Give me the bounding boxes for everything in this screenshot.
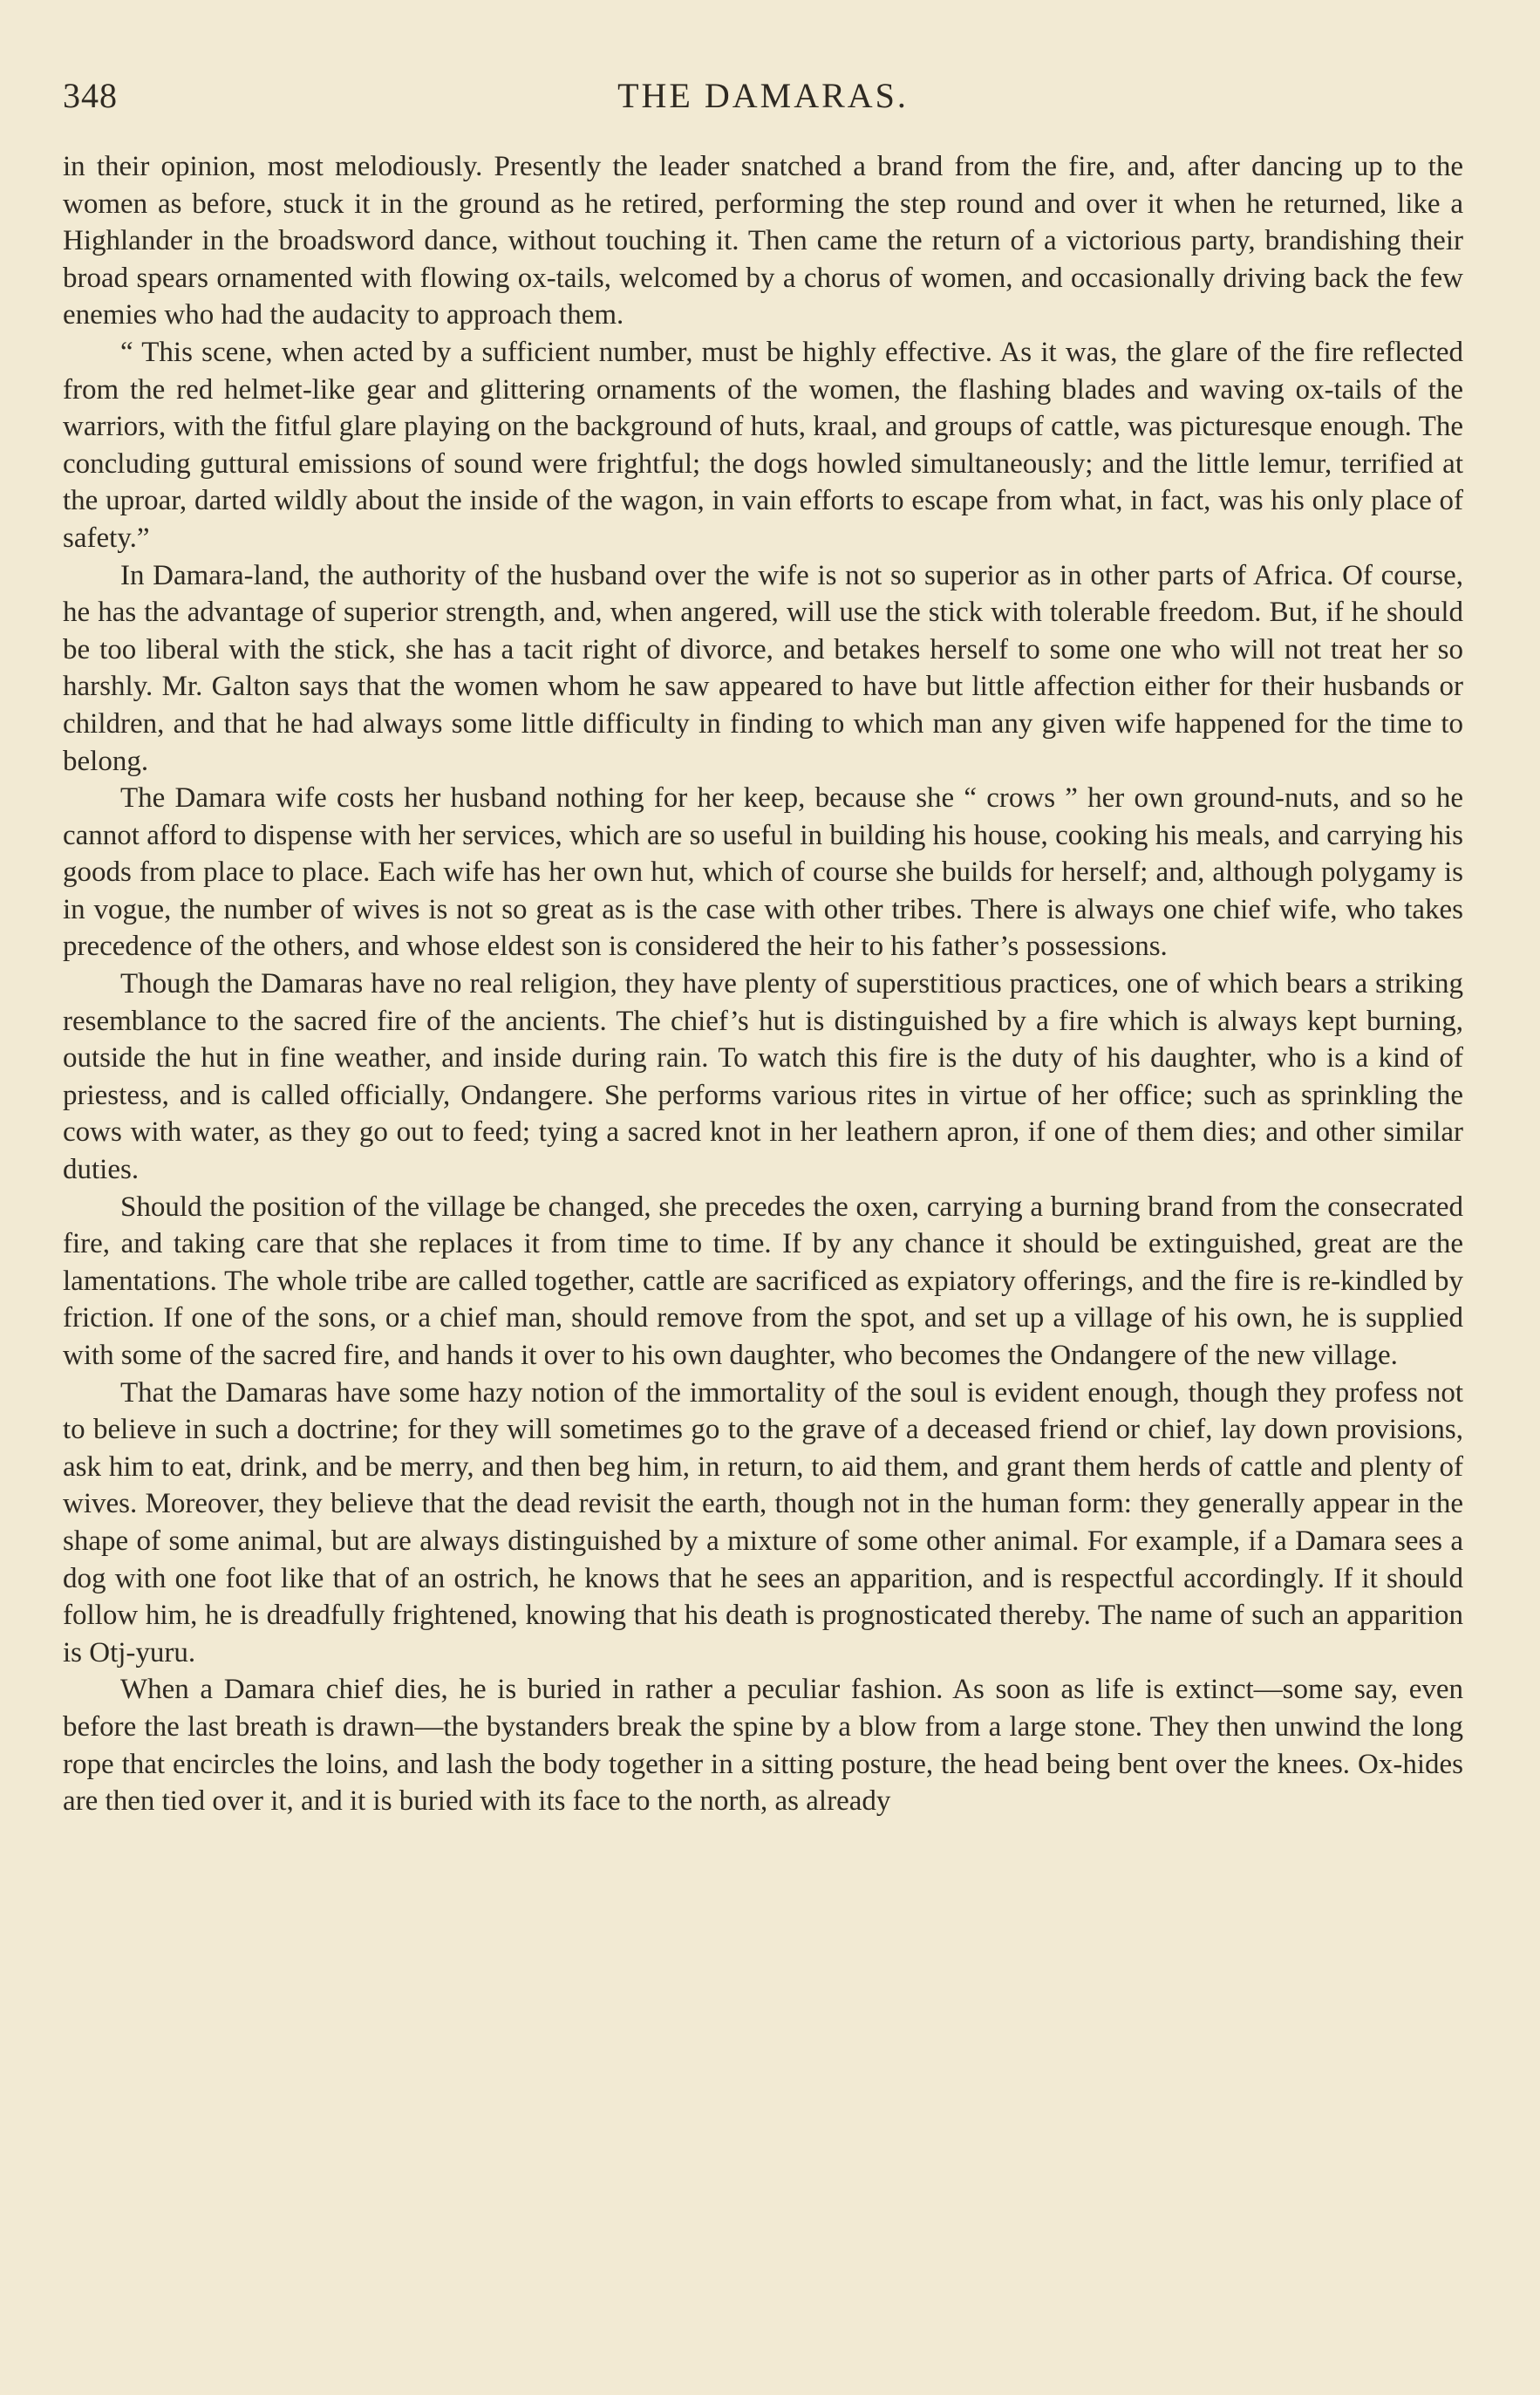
page-header [63, 75, 1463, 127]
running-title: THE DAMARAS. [617, 76, 909, 115]
body-text [63, 148, 1463, 1820]
paragraph-4: The Damara wife costs her husband nothing for her keep, because she “ crows ” her own ground-nuts, and so he cannot afford to dispense with her services, which are so useful in building his house, cooking his meals, and carrying his goods from place to place. Each wife has her own hut, which of course she builds for herself; and, although polygamy is in vogue, the number of wives is not so great as is the case with other tribes. There is always one chief wife, who takes precedence of the others, and whose eldest son is considered the heir to his father’s possessions. [63, 782, 1463, 963]
book-page [63, 75, 1463, 2360]
paragraph-6: Should the position of the village be changed, she precedes the oxen, carrying a burning brand from the consecrated fire, and taking care that she replaces it from time to time. If by any chance it should be extinguished, great are the lamentations. The whole tribe are called together, cattle are sacrificed as expiatory offerings, and the fire is re-kindled by friction. If one of the sons, or a chief man, should remove from the spot, and set up a village of his own, he is supplied with some of the sacred fire, and hands it over to his own daughter, who becomes the Ondangere of the new village. [63, 1191, 1463, 1371]
paragraph-2: “ This scene, when acted by a sufficient number, must be highly effective. As it was, the glare of the fire reflected from the red helmet-like gear and glittering ornaments of the women, the flashing blades and waving ox-tails of the warriors, with the fitful glare playing on the background of huts, kraal, and groups of cattle, was picturesque enough. The concluding guttural emissions of sound were frightful; the dogs howled simultaneously; and the little lemur, terrified at the uproar, darted wildly about the inside of the wagon, in vain efforts to escape from what, in fact, was his only place of safety.” [63, 336, 1463, 554]
page-number: 348 [63, 76, 118, 115]
paragraph-8: When a Damara chief dies, he is buried in rather a peculiar fashion. As soon as life is extinct—some say, even before the last breath is drawn—the bystanders break the spine by a blow from a large stone. They then unwind the long rope that encircles the loins, and lash the body together in a sitting posture, the head being bent over the knees. Ox-hides are then tied over it, and it is buried with its face to the north, as already [63, 1674, 1463, 1818]
paragraph-1: in their opinion, most melodiously. Presently the leader snatched a brand from the fire, and, after dancing up to the women as before, stuck it in the ground as he retired, performing the step round and over it when he returned, like a Highlander in the broadsword dance, without touching it. Then came the return of a victorious party, brandishing their broad spears ornamented with flowing ox-tails, welcomed by a chorus of women, and occasionally driving back the few enemies who had the audacity to approach them. [63, 151, 1463, 331]
paragraph-3: In Damara-land, the authority of the husband over the wife is not so superior as in other parts of Africa. Of course, he has the advantage of superior strength, and, when angered, will use the stick with tolerable freedom. But, if he should be too liberal with the stick, she has a tacit right of divorce, and betakes herself to some one who will not treat her so harshly. Mr. Galton says that the women whom he saw appeared to have but little affection either for their husbands or children, and that he had always some little difficulty in finding to which man any given wife happened for the time to belong. [63, 559, 1463, 777]
paragraph-5: Though the Damaras have no real religion, they have plenty of superstitious practices, one of which bears a striking resemblance to the sacred fire of the ancients. The chief’s hut is distinguished by a fire which is always kept burning, outside the hut in fine weather, and inside during rain. To watch this fire is the duty of his daughter, who is a kind of priestess, and is called officially, Ondangere. She performs various rites in virtue of her office; such as sprinkling the cows with water, as they go out to feed; tying a sacred knot in her leathern apron, if one of them dies; and other similar duties. [63, 968, 1463, 1186]
paragraph-7: That the Damaras have some hazy notion of the immortality of the soul is evident enough, though they profess not to believe in such a doctrine; for they will sometimes go to the grave of a deceased friend or chief, lay down provisions, ask him to eat, drink, and be merry, and then beg him, in return, to aid them, and grant them herds of cattle and plenty of wives. Moreover, they believe that the dead revisit the earth, though not in the human form: they generally appear in the shape of some animal, but are always distinguished by a mixture of some other animal. For example, if a Damara sees a dog with one foot like that of an ostrich, he knows that he sees an apparition, and is respectful accordingly. If it should follow him, he is dreadfully frightened, knowing that his death is prognosticated thereby. The name of such an apparition is Otj-yuru. [63, 1376, 1463, 1668]
